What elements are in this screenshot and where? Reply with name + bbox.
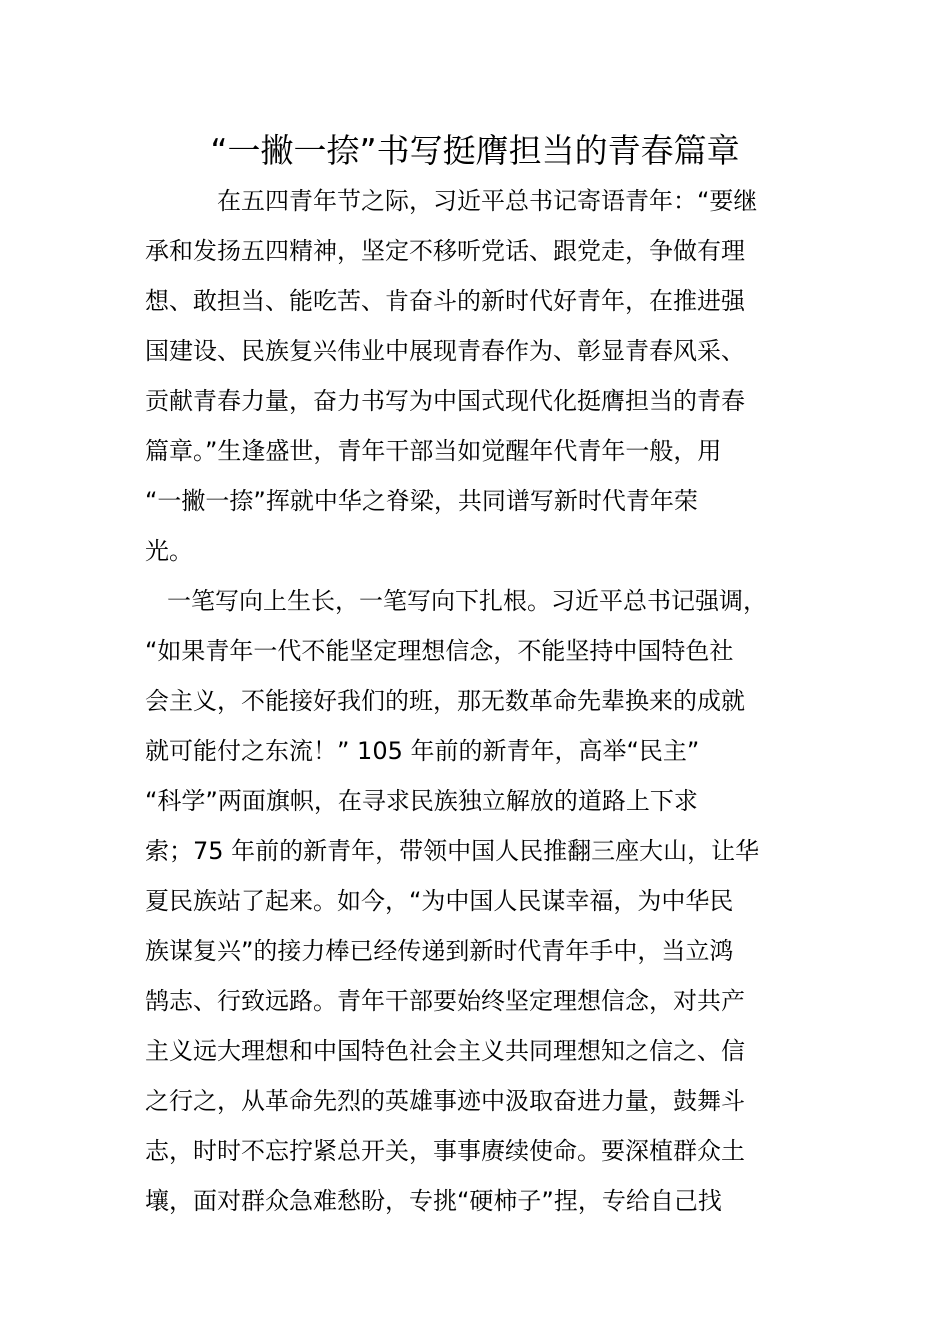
- text-line: 会主义，不能接好我们的班，那无数革命先辈换来的成就: [145, 687, 745, 715]
- text-line: “科学”两面旗帜，在寻求民族独立解放的道路上下求: [145, 787, 698, 815]
- text-line: 篇章。”生逢盛世，青年干部当如觉醒年代青年一般，用: [145, 437, 722, 465]
- text-line: 光。: [145, 537, 193, 565]
- text-line: 承和发扬五四精神，坚定不移听党话、跟党走，争做有理: [145, 237, 745, 265]
- text-line: 国建设、民族复兴伟业中展现青春作为、彰显青春风采、: [145, 337, 745, 365]
- text-line: 贡献青春力量，奋力书写为中国式现代化挺膺担当的青春: [145, 387, 745, 415]
- text-line: 在五四青年节之际，习近平总书记寄语青年：“要继: [217, 187, 758, 215]
- text-line: 之行之，从革命先烈的英雄事迹中汲取奋进力量，鼓舞斗: [145, 1087, 745, 1115]
- text-line: 夏民族站了起来。如今，“为中国人民谋幸福，为中华民: [145, 887, 734, 915]
- text-line: “一撇一捺”挥就中华之脊梁，共同谱写新时代青年荣: [145, 487, 698, 515]
- text-line: 主义远大理想和中国特色社会主义共同理想知之信之、信: [145, 1037, 745, 1065]
- text-line: 志，时时不忘拧紧总开关，事事赓续使命。要深植群众土: [145, 1137, 745, 1165]
- text-line: 鹄志、行致远路。青年干部要始终坚定理想信念，对共产: [145, 987, 745, 1015]
- text-line: 就可能付之东流！” 105 年前的新青年，高举“民主”: [145, 737, 700, 765]
- text-line: 想、敢担当、能吃苦、肯奋斗的新时代好青年，在推进强: [145, 287, 745, 315]
- document-title: “一撇一捺”书写挺膺担当的青春篇章: [210, 131, 740, 170]
- text-line: “如果青年一代不能坚定理想信念，不能坚持中国特色社: [145, 637, 734, 665]
- text-line: 族谋复兴”的接力棒已经传递到新时代青年手中，当立鸿: [145, 937, 734, 965]
- text-line: 索；75 年前的新青年，带领中国人民推翻三座大山，让华: [145, 837, 760, 865]
- text-line: 一笔写向上生长，一笔写向下扎根。习近平总书记强调，: [167, 587, 767, 615]
- text-line: 壤，面对群众急难愁盼，专挑“硬柿子”捏，专给自己找: [145, 1187, 722, 1215]
